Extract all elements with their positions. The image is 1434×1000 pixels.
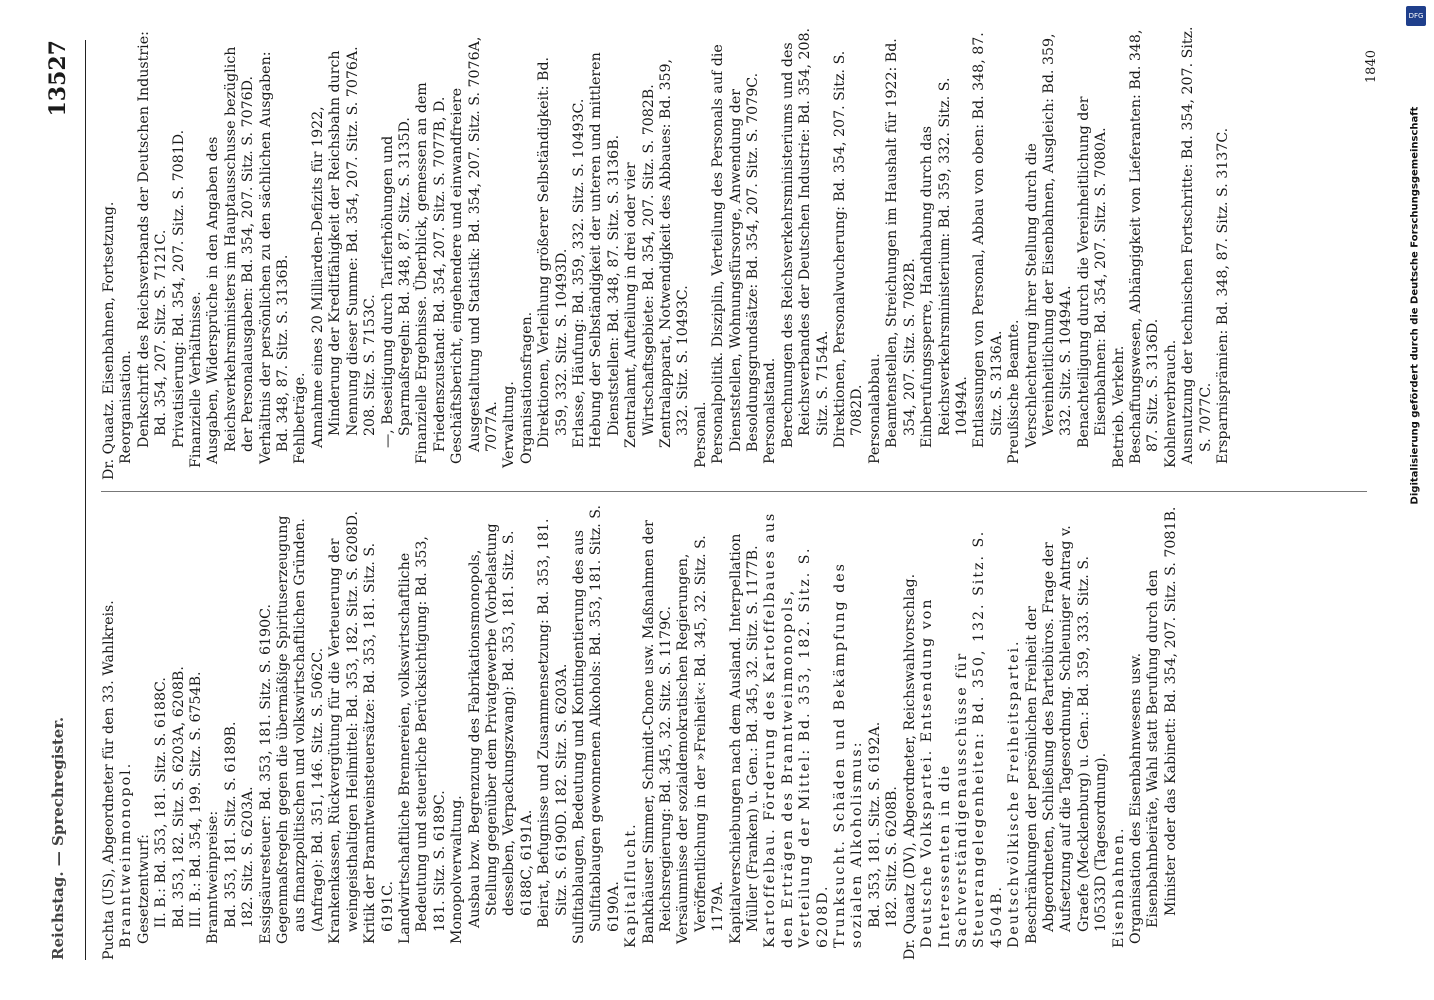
register-entry: Hebung der Selbständigkeit der unteren und mittleren Dienststellen: Bd. 348, 87. Sitz. S. 3136B.: [588, 52, 622, 448]
register-entry: Verwaltung.: [501, 381, 518, 468]
register-entry: III. B.: Bd. 354, 199. Sitz. S. 6754B.: [188, 671, 205, 928]
register-entry: Geschäftsbericht, eingehendere und einwandfreiere Ausgestaltung und Statistik: Bd. 354, 207. Sitz. S. 7076A, 7077A.: [449, 36, 500, 464]
register-entry: Landwirtschaftliche Brennereien, volkswirtschaftliche Bedeutung und steuerliche Berücksichtigung: Bd. 353, 181. Sitz. S. 6189C.: [396, 536, 448, 944]
register-entry: Gegenmaßregeln gegen die übermäßige Spirituserzeugung aus finanzpolitischen und volkswirtschaftlichen Gründen. (Anfrage): Bd. 351, 146. Sitz. S. 5062C.: [275, 515, 326, 944]
register-entry: Fehlbeträge.: [292, 372, 309, 464]
register-entry: Kapitalflucht.: [623, 822, 640, 948]
register-entry: —, Beseitigung durch Tariferhöhungen und Sparmaßregeln: Bd. 348, 87. Sitz. S. 3135D.: [379, 117, 413, 448]
register-entry: Organisation des Eisenbahnwesens usw.: [1127, 652, 1144, 944]
register-entry: Krankenkassen, Rückvergütung für die Verteuerung der weingeisthaltigen Heilmittel: Bd. 353, 182. Sitz. S. 6208D.: [327, 510, 361, 944]
register-entry: Personalabbau.: [866, 353, 883, 464]
register-entry: Benachteiligung durch die Vereinheitlichung der Eisenbahnen: Bd. 354, 207. Sitz. S. 7080A.: [1075, 96, 1110, 448]
register-entry: Kohlenverbrauch.: [1162, 339, 1179, 468]
register-entry: Erlasse, Häufung: Bd. 359, 332. Sitz. S. 10493C.: [570, 98, 587, 448]
register-entry: Bd. 353, 182. Sitz. S. 6203A, 6208B.: [170, 666, 187, 928]
register-entry: Kritik der Branntweinsteuersätze: Bd. 353, 181. Sitz. S. 6191C.: [362, 542, 396, 944]
register-entry: Branntweinpreise:: [205, 810, 222, 944]
register-entry: 182. Sitz. S. 6208B.: [884, 786, 901, 928]
register-entry: II. B.: Bd. 353, 181. Sitz. S. 6188C.: [153, 677, 170, 928]
register-entry: Bankhäuser Simmer, Schmidt-Chone usw. Maßnahmen der Reichsregierung: Bd. 345, 32. Sitz. S. 1179C.: [640, 520, 674, 944]
register-entry: Reorganisation.: [118, 350, 135, 464]
register-entry: Personalpolitik. Disziplin, Verteilung des Personals auf die Dienststellen, Wohnungsfürsorge, Anwendung der Besoldungsgrundsätze: Bd. 354, 207. Sitz. S. 7079C.: [710, 44, 762, 464]
register-entry: Ersparnisprämien: Bd. 348, 87. Sitz. S. 3137C.: [1215, 127, 1231, 464]
register-entry: Ausbau bzw. Begrenzung des Fabrikationsmonopols, Stellung gegenüber dem Privatgewerbe (Vorbelastung desselben, Verpackungszwang): Bd. 353, 181. Sitz. S. 6188C, 6191A.: [466, 523, 535, 928]
register-page: [27, 20, 1407, 980]
register-entry: Eisenbahnen.: [1110, 826, 1127, 948]
register-entry: Verhältnis der persönlichen zu den sächlichen Ausgaben: Bd. 348, 87. Sitz. S. 3136B.: [257, 51, 292, 464]
register-entry: Denkschrift des Reichsverbands der Deutschen Industrie: Bd. 354, 207. Sitz. S. 7121C.: [135, 31, 170, 448]
register-entry: Annahme eines 20 Milliarden-Defizits für 1922, Minderung der Kreditfähigkeit der Reichsbahn durch Nennung dieser Summe: Bd. 354, 207. Sitz. S. 7076A. 208. Sitz. S. 7153C.: [309, 46, 379, 448]
register-entry: Zentralapparat, Notwendigkeit des Abbaues: Bd. 359, 332. Sitz. S. 10493C.: [658, 58, 692, 448]
register-entry: Trunksucht. Schäden und Bekämpfung des sozialen Alkoholismus:: [832, 562, 866, 948]
register-entry: Zentralamt, Aufteilung in drei oder vier Wirtschaftsgebiete: Bd. 354, 207. Sitz. S. 7082B.: [623, 84, 657, 448]
register-entry: Versäumnisse der sozialdemokratischen Regierungen, Veröffentlichung in der »Freiheit«: Bd. 345, 32. Sitz. S. 1179A.: [675, 535, 727, 944]
register-entry: Organisationsfragen.: [518, 311, 535, 464]
right-column: [101, 25, 1232, 480]
register-entry: Preußische Beamte.: [1006, 319, 1023, 464]
register-entry: Berechnungen des Reichsverkehrsministeriums und des Reichsverbandes der Deutschen Industrie: Bd. 354, 208. Sitz. S. 7154A.: [779, 27, 831, 448]
register-entry: Branntweinmonopol.: [118, 761, 135, 948]
register-entry: Dr. Quaatz (DV), Abgeordneter, Reichswahlvorschlag.: [901, 573, 918, 960]
register-entry: Eisenbahnbeiräte, Wahl statt Berufung durch den Minister oder das Kabinett: Bd. 354, 207. Sitz. S. 7081B.: [1145, 506, 1179, 928]
register-entry: Gesetzentwurf:: [135, 834, 152, 944]
register-entry: Entlassungen von Personal, Abbau von oben: Bd. 348, 87. Sitz. S. 3136A.: [971, 32, 1005, 448]
register-entry: Deutsche Volkspartei. Entsendung von Interessenten in die Sachverständigenausschüsse für Steuerangelegenheiten: Bd. 350, 132. Sitz. S. 4504B.: [919, 529, 1005, 948]
register-entry: Beschränkungen der persönlichen Freiheit der Abgeordneten, Schließung des Parteibüros. Frage der Aufsetzung auf die Tagesordnung. Schleuniger Antrag v. Graefe (Mecklenburg) u. Gen.: Bd. 359, 333. Sitz. S. 10533D (Tagesordnung).: [1023, 525, 1110, 944]
register-entry: Betrieb. Verkehr.: [1110, 345, 1127, 468]
register-entry: Direktionen, Verleihung größerer Selbständigkeit: Bd. 359, 332. Sitz. S. 10493D.: [536, 56, 570, 448]
register-entry: Personal.: [692, 401, 709, 468]
footer-number: 1840: [1364, 50, 1379, 84]
register-entry: Personalstand.: [762, 357, 779, 464]
register-entry: Kapitalverschiebungen nach dem Ausland. Interpellation Müller (Franken) u. Gen.: Bd. 345, 32. Sitz. S. 1177B.: [727, 533, 762, 944]
register-entry: Beamtenstellen, Streichungen im Haushalt für 1922: Bd. 354, 207. Sitz. S. 7082B.: [884, 38, 918, 448]
register-entry: Privatisierung: Bd. 354, 207. Sitz. S. 7081D.: [170, 129, 187, 448]
register-entry: Essigsäuresteuer: Bd. 353, 181. Sitz. S. 6190C.: [257, 604, 274, 944]
register-entry: Ausnutzung der technischen Fortschritte: Bd. 354, 207. Sitz. S. 7077C.: [1180, 26, 1214, 464]
register-entry: Dr. Quaatz. Eisenbahnen, Fortsetzung.: [101, 201, 117, 480]
register-entry: Beirat, Befugnisse und Zusammensetzung: Bd. 353, 181. Sitz. S. 6190D. 182. Sitz. S. 6203A.: [536, 518, 570, 928]
side-note: [1404, 0, 1426, 1000]
column-divider: [101, 491, 1367, 492]
dfg-logo: DFG: [1406, 6, 1426, 26]
register-entry: Sulfitablaugen, Bedeutung und Kontingentierung des aus Sulfitablaugen gewonnenen Alkohols: Bd. 353, 181. Sitz. S. 6190A.: [570, 505, 622, 944]
register-entry: 182. Sitz. S. 6203A.: [240, 786, 257, 928]
running-head-left: Reichstag. — Sprechregister.: [49, 716, 67, 960]
page-number: 13527: [45, 40, 71, 117]
register-entry: Finanzielle Ergebnisse. Überblick, gemessen an dem Friedenszustand: Bd. 354, 207. Sitz. S. 7077B, D.: [414, 82, 448, 464]
register-entry: Einberufungssperre, Handhabung durch das Reichsverkehrsministerium: Bd. 359, 332. Sitz. S. 10494A.: [919, 77, 970, 448]
register-entry: Kartoffelbau. Förderung des Kartoffelbaues aus den Erträgen des Branntweinmonopols, Verteilung der Mittel: Bd. 353, 182. Sitz. S. 6208D.: [762, 511, 831, 948]
register-entry: Monopolverwaltung.: [449, 795, 466, 944]
register-entry: Bd. 353, 181. Sitz. S. 6192A.: [866, 721, 883, 928]
register-entry: Deutschvölkische Freiheitspartei.: [1006, 639, 1023, 948]
register-entry: Bd. 353, 181. Sitz. S. 6189B.: [222, 721, 239, 928]
register-entry: Finanzielle Verhältnisse.: [188, 291, 205, 468]
register-entry: Verschlechterung ihrer Stellung durch die Vereinheitlichung der Eisenbahnen, Ausgleich: Bd. 359, 332. Sitz. S. 10494A.: [1023, 33, 1075, 448]
side-note-text: Digitalisierung gefördert durch die Deutsche Forschungsgemeinschaft: [1409, 106, 1421, 505]
page-header: [35, 40, 86, 960]
register-entry: Direktionen, Personalwucherung: Bd. 354, 207. Sitz. S. 7082D.: [832, 50, 866, 448]
register-entry: Ausgaben, Widersprüche in den Angaben des Reichsverkehrsministers im Hauptausschusse bezüglich der Personalausgaben: Bd. 354, 207. Sitz. S. 7076D.: [205, 46, 257, 464]
left-column: [101, 505, 1180, 960]
register-entry: Puchta (US), Abgeordneter für den 33. Wahlkreis.: [101, 600, 117, 960]
register-entry: Beschaffungswesen, Abhängigkeit von Lieferanten: Bd. 348, 87. Sitz. S. 3136D.: [1127, 29, 1162, 464]
